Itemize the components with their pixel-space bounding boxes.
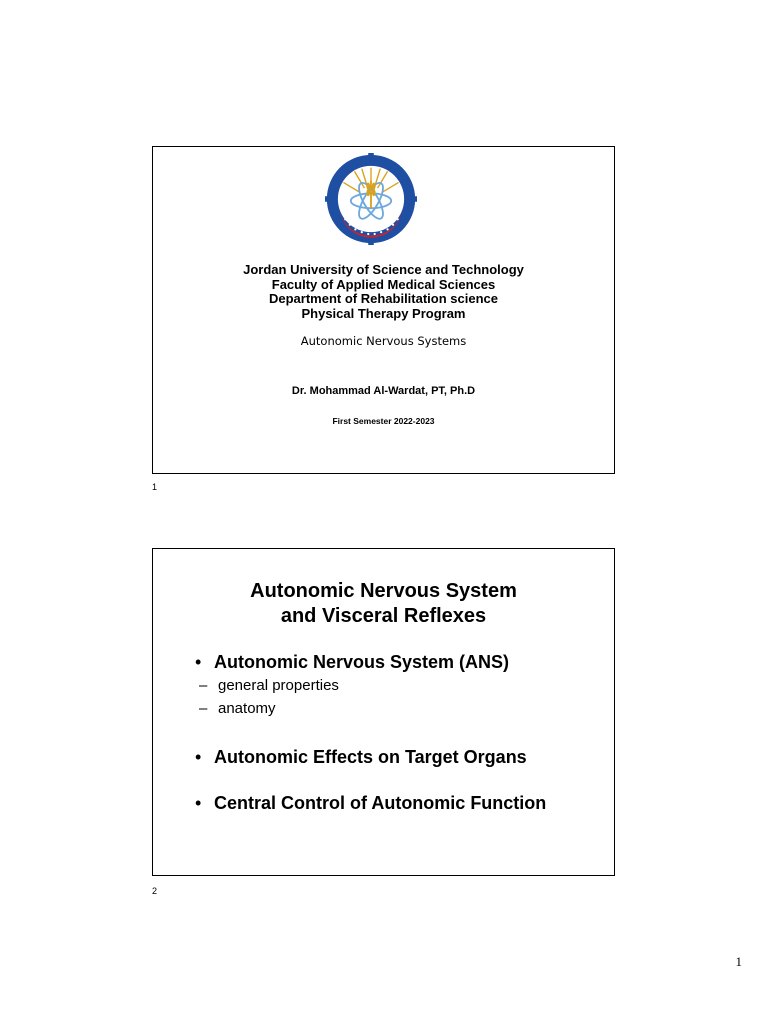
sub-bullet-list [195,674,605,720]
university-name: Jordan University of Science and Technology [243,262,524,277]
lecture-topic: Autonomic Nervous Systems [300,334,467,348]
bullet-list [195,651,605,814]
sub-bullet-glyph: – [199,677,208,694]
institution-block [153,263,614,321]
program-name: Physical Therapy Program [301,305,466,321]
slide-title [153,579,614,629]
sub-bullet-text: general properties [218,677,339,694]
bullet-text: Autonomic Nervous System (ANS) [214,652,510,672]
slide-title-line-1: Autonomic Nervous System [250,580,517,602]
sub-bullet-item [195,697,605,720]
author-name: Dr. Mohammad Al-Wardat, PT, Ph.D [291,385,476,397]
bullet-glyph: • [195,652,202,672]
page-number: 1 [735,954,742,969]
university-logo [325,153,417,245]
department-name: Department of Rehabilitation science [269,291,498,306]
bullet-glyph: • [195,793,202,813]
sub-bullet-text: anatomy [218,700,276,717]
slide-number-2: 2 [152,886,158,896]
bullet-item [195,651,605,673]
slide-number-1: 1 [152,482,158,492]
faculty-name: Faculty of Applied Medical Sciences [271,276,496,292]
slide-1 [152,146,615,474]
bullet-item [195,792,605,814]
bullet-text: Autonomic Effects on Target Organs [214,747,527,767]
sub-bullet-glyph: – [199,700,208,717]
bullet-item [195,746,605,768]
bullet-glyph: • [195,747,202,767]
semester-label: First Semester 2022-2023 [332,416,435,426]
sub-bullet-item [195,674,605,697]
slide-2 [152,548,615,876]
slide-title-line-2: and Visceral Reflexes [280,605,487,627]
bullet-text: Central Control of Autonomic Function [214,793,547,813]
